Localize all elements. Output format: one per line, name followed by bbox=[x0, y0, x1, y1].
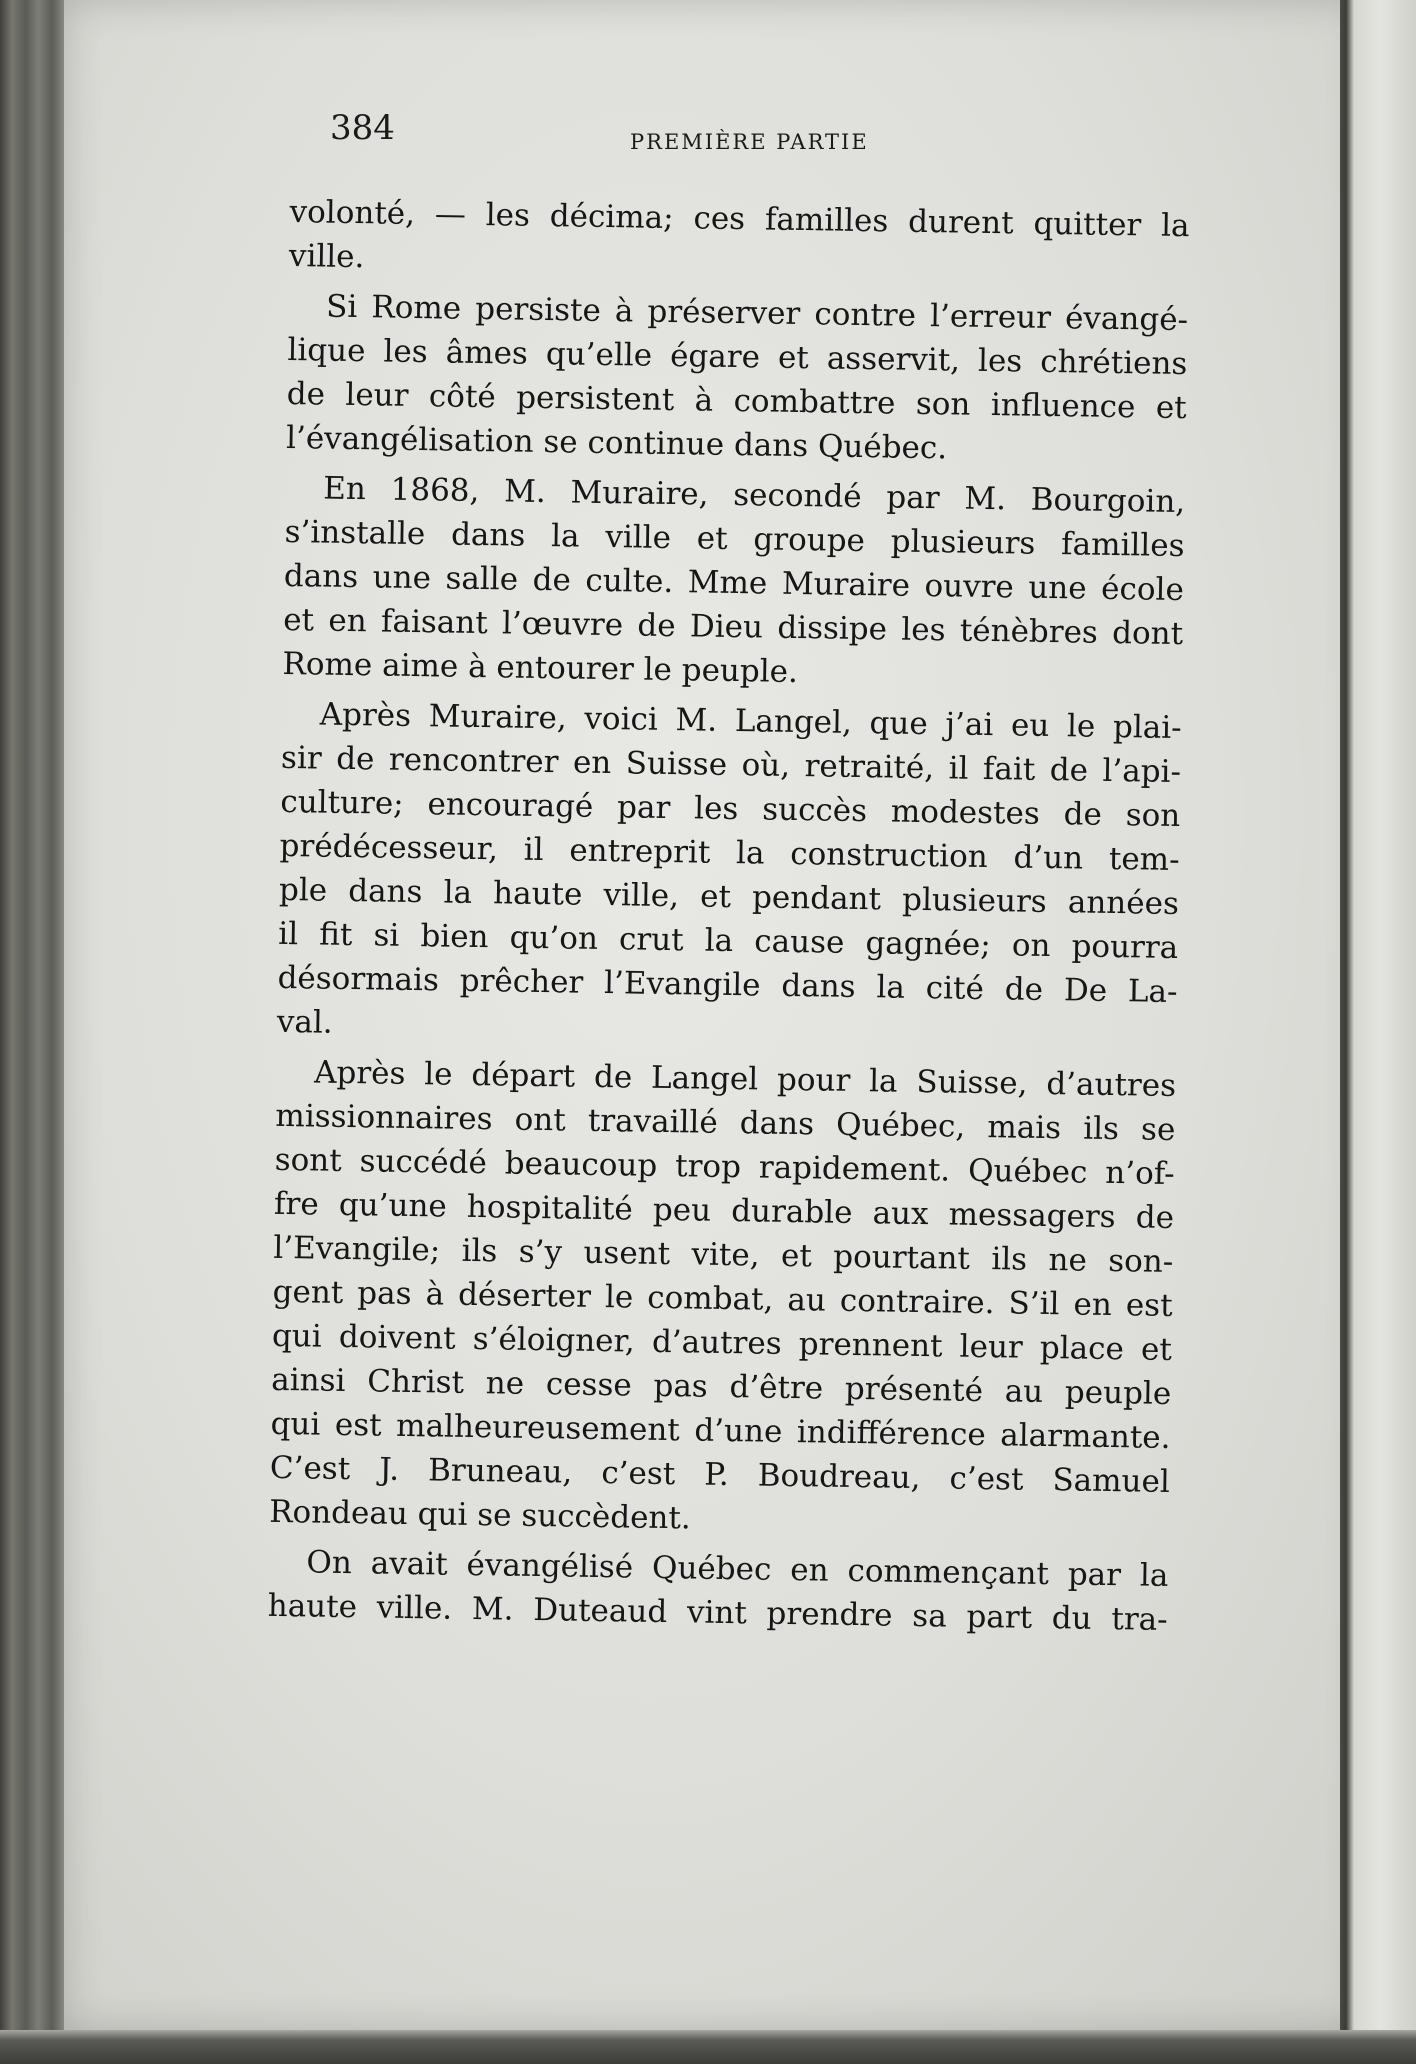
text-line: Rondeau qui se succèdent. bbox=[268, 1493, 692, 1537]
text-line: dans une salle de culte. Mme Muraire ouvre une école bbox=[283, 557, 1185, 609]
paragraph bbox=[286, 284, 1189, 474]
text-line: s’installe dans la ville et groupe plusieurs familles bbox=[284, 513, 1185, 565]
text-line: val. bbox=[276, 1003, 333, 1041]
paragraph bbox=[269, 1050, 1176, 1548]
paragraph bbox=[277, 692, 1182, 1058]
text-line: culture; encouragé par les succès modestes de son bbox=[280, 783, 1181, 835]
text-line: On avait évangélisé Québec en commençant par la bbox=[306, 1544, 1169, 1594]
text-line: volonté, — les décima; ces familles durent quitter la bbox=[289, 193, 1190, 245]
body-text bbox=[267, 190, 1189, 1642]
text-line: ple dans la haute ville, et pendant plusieurs années bbox=[278, 871, 1180, 923]
running-head: PREMIÈRE PARTIE bbox=[630, 130, 869, 154]
text-line: et en faisant l’œuvre de Dieu dissipe les ténèbres dont bbox=[282, 601, 1184, 653]
paragraph bbox=[282, 466, 1185, 700]
text-line: ville. bbox=[288, 237, 365, 276]
bottom-edge bbox=[0, 2030, 1416, 2064]
next-page-edge bbox=[1340, 0, 1416, 2064]
paragraph bbox=[267, 1540, 1168, 1642]
text-line: l’évangélisation se continue dans Québec. bbox=[285, 419, 948, 467]
text-line: désormais prêcher l’Evangile dans la cité de De La- bbox=[277, 959, 1178, 1011]
text-line: prédécesseur, il entreprit la construction d’un tem- bbox=[279, 827, 1180, 879]
text-line: de leur côté persistent à combattre son influence et bbox=[286, 375, 1187, 427]
text-line: qui est malheureusement d’une indifférence alarmante. bbox=[270, 1405, 1171, 1456]
text-line: fre qu’une hospitalité peu durable aux messagers de bbox=[273, 1185, 1175, 1237]
text-line: qui doivent s’éloigner, d’autres prennent leur place et bbox=[271, 1317, 1173, 1368]
text-line: missionnaires ont travaillé dans Québec, mais ils se bbox=[275, 1097, 1176, 1149]
text-line: En 1868, M. Muraire, secondé par M. Bourgoin, bbox=[323, 470, 1186, 521]
text-line: gent pas à déserter le combat, au contraire. S’il en est bbox=[272, 1273, 1173, 1324]
text-line: sir de rencontrer en Suisse où, retraité, il fait de l’api- bbox=[280, 739, 1182, 791]
text-line: l’Evangile; ils s’y usent vite, et pourtant ils ne son- bbox=[273, 1229, 1174, 1281]
text-line: Rome aime à entourer le peuple. bbox=[282, 645, 799, 691]
text-line: haute ville. M. Duteaud vint prendre sa part du tra- bbox=[267, 1587, 1168, 1638]
text-line: ainsi Christ ne cesse pas d’être présenté au peuple bbox=[271, 1361, 1172, 1412]
text-line: C’est J. Bruneau, c’est P. Boudreau, c’est Samuel bbox=[269, 1449, 1171, 1500]
paragraph bbox=[289, 190, 1190, 292]
text-line: Après le départ de Langel pour la Suisse, d’autres bbox=[313, 1054, 1177, 1105]
text-line: il fit si bien qu’on crut la cause gagnée; on pourra bbox=[278, 915, 1179, 967]
text-line: lique les âmes qu’elle égare et asservit, les chrétiens bbox=[287, 331, 1188, 383]
page-number: 384 bbox=[330, 108, 395, 148]
text-line: Si Rome persiste à préserver contre l’erreur évangé- bbox=[325, 288, 1189, 339]
text-line: sont succédé beaucoup trop rapidement. Québec n’of- bbox=[274, 1141, 1175, 1193]
page-header bbox=[330, 108, 1210, 158]
text-line: Après Muraire, voici M. Langel, que j’ai eu le plai- bbox=[319, 696, 1182, 747]
